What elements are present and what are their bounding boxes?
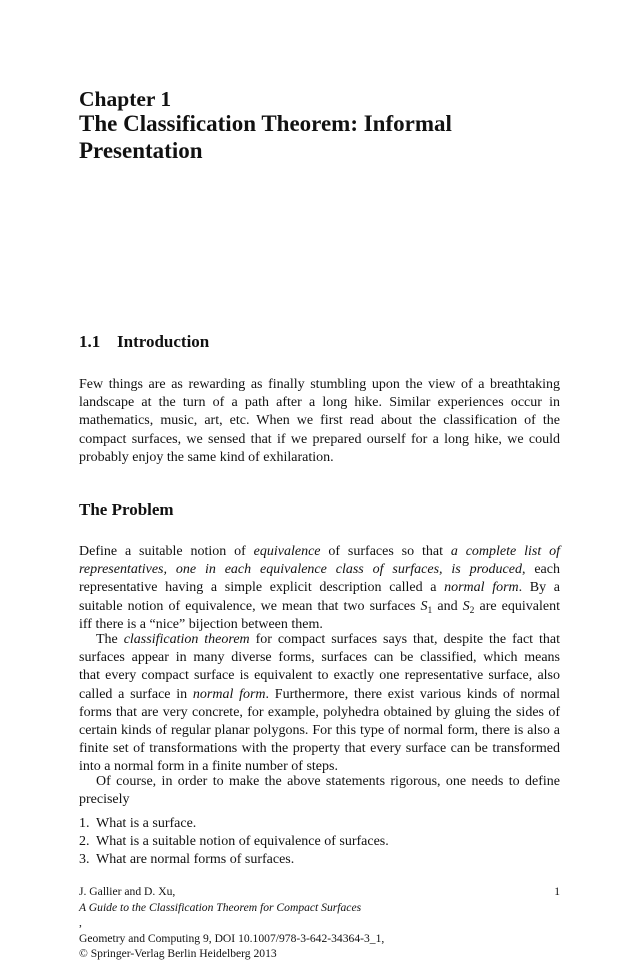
footnote-line <box>79 884 560 931</box>
chapter-label: Chapter 1 <box>79 87 172 111</box>
chapter-title-line: The Classification Theorem: Informal <box>79 111 452 136</box>
text-line <box>79 561 560 579</box>
text-line: certain kinds of regular planar polygons. For this type of normal form, there is also a <box>79 723 560 739</box>
footnote-line: © Springer-Verlag Berlin Heidelberg 2013 <box>79 947 277 960</box>
text-run: J. Gallier and D. Xu, <box>79 885 176 898</box>
section-number: 1.1 <box>79 332 101 351</box>
emphasis: classification theorem <box>123 632 250 647</box>
math-symbol: S <box>420 598 428 614</box>
list-number: 3. <box>79 852 90 868</box>
text-line: probably enjoy the same kind of exhilaration. <box>79 449 334 465</box>
text-run: . By a <box>518 580 560 596</box>
text-line: landscape at the turn of a path after a long hike. Similar experiences occur in <box>79 395 560 411</box>
citation-footnote <box>79 884 560 962</box>
list-item <box>79 815 560 833</box>
text-run: for compact surfaces says that, despite the fact that <box>249 632 560 647</box>
text-line <box>79 631 560 649</box>
text-line <box>79 686 560 704</box>
emphasis: representatives, one in each equivalence class of surfaces, is produced <box>79 562 522 578</box>
problem-heading: The Problem <box>79 500 174 519</box>
list-item <box>79 851 560 869</box>
text-line: Few things are as rewarding as finally stumbling upon the view of a breathtaking <box>79 377 560 392</box>
section-title: Introduction <box>117 332 210 351</box>
emphasis: normal form <box>192 686 266 702</box>
emphasis: normal form <box>444 580 519 596</box>
intro-paragraph <box>79 376 560 467</box>
subscript: 2 <box>469 605 475 616</box>
text-line: precisely <box>79 792 130 808</box>
text-run: suitable notion of equivalence, we mean that two surfaces <box>79 598 421 614</box>
text-line <box>79 543 560 561</box>
text-line: mathematics, music, art, etc. When we first read about the classification of the <box>79 413 560 429</box>
emphasis: a complete list of <box>450 544 560 559</box>
list-number: 2. <box>79 834 90 850</box>
list-text: What are normal forms of surfaces. <box>96 852 295 868</box>
text-line <box>79 579 560 597</box>
text-line: compact surfaces, we sensed that if we prepared ourself for a long hike, we could <box>79 431 560 447</box>
text-line: forms that are very concrete, for example, polyhedra obtained by gluing the sides of <box>79 704 560 720</box>
math-symbol: S <box>462 598 470 614</box>
text-run: Define a suitable notion of <box>79 544 254 559</box>
definitions-list <box>79 815 560 870</box>
book-title: A Guide to the Classification Theorem for Compact Surfaces <box>79 900 362 914</box>
list-number: 1. <box>79 816 90 831</box>
list-item <box>79 833 560 851</box>
problem-paragraph-1 <box>79 543 560 634</box>
list-text: What is a suitable notion of equivalence of surfaces. <box>96 834 389 850</box>
text-run: of surfaces so that <box>320 544 451 559</box>
chapter-title <box>79 110 560 164</box>
text-line <box>79 598 560 616</box>
text-line: into a normal form in a finite number of steps. <box>79 759 338 775</box>
list-text: What is a surface. <box>96 816 197 831</box>
text-line: finite set of transformations with the property that every surface can be transformed <box>79 741 560 757</box>
text-line: surfaces appear in many diverse forms, surfaces can be classified, which means <box>79 650 560 666</box>
emphasis: equivalence <box>253 544 321 559</box>
page-number: 1 <box>554 885 560 898</box>
problem-paragraph-2 <box>79 631 560 777</box>
text-run: are equivalent <box>474 598 560 614</box>
text-run: The <box>96 632 124 647</box>
chapter-title-line: Presentation <box>79 138 203 163</box>
text-run: , each <box>521 562 560 578</box>
text-line: that every compact surface is equivalent to exactly one representative surface, also <box>79 668 560 684</box>
text-run: . Furthermore, there exist various kinds of normal <box>265 686 560 702</box>
footnote-line: Geometry and Computing 9, DOI 10.1007/978-3-642-34364-3_1, <box>79 931 385 945</box>
text-run: and <box>432 598 463 614</box>
text-line: Of course, in order to make the above statements rigorous, one needs to define <box>96 774 560 789</box>
text-run: called a surface in <box>79 686 193 702</box>
section-heading <box>79 331 209 353</box>
text-run: , <box>79 916 82 929</box>
problem-paragraph-3 <box>79 773 560 809</box>
text-line: iff there is a “nice” bijection between them. <box>79 616 323 632</box>
text-run: representative having a simple explicit description called a <box>79 580 445 596</box>
subscript: 1 <box>427 605 433 616</box>
